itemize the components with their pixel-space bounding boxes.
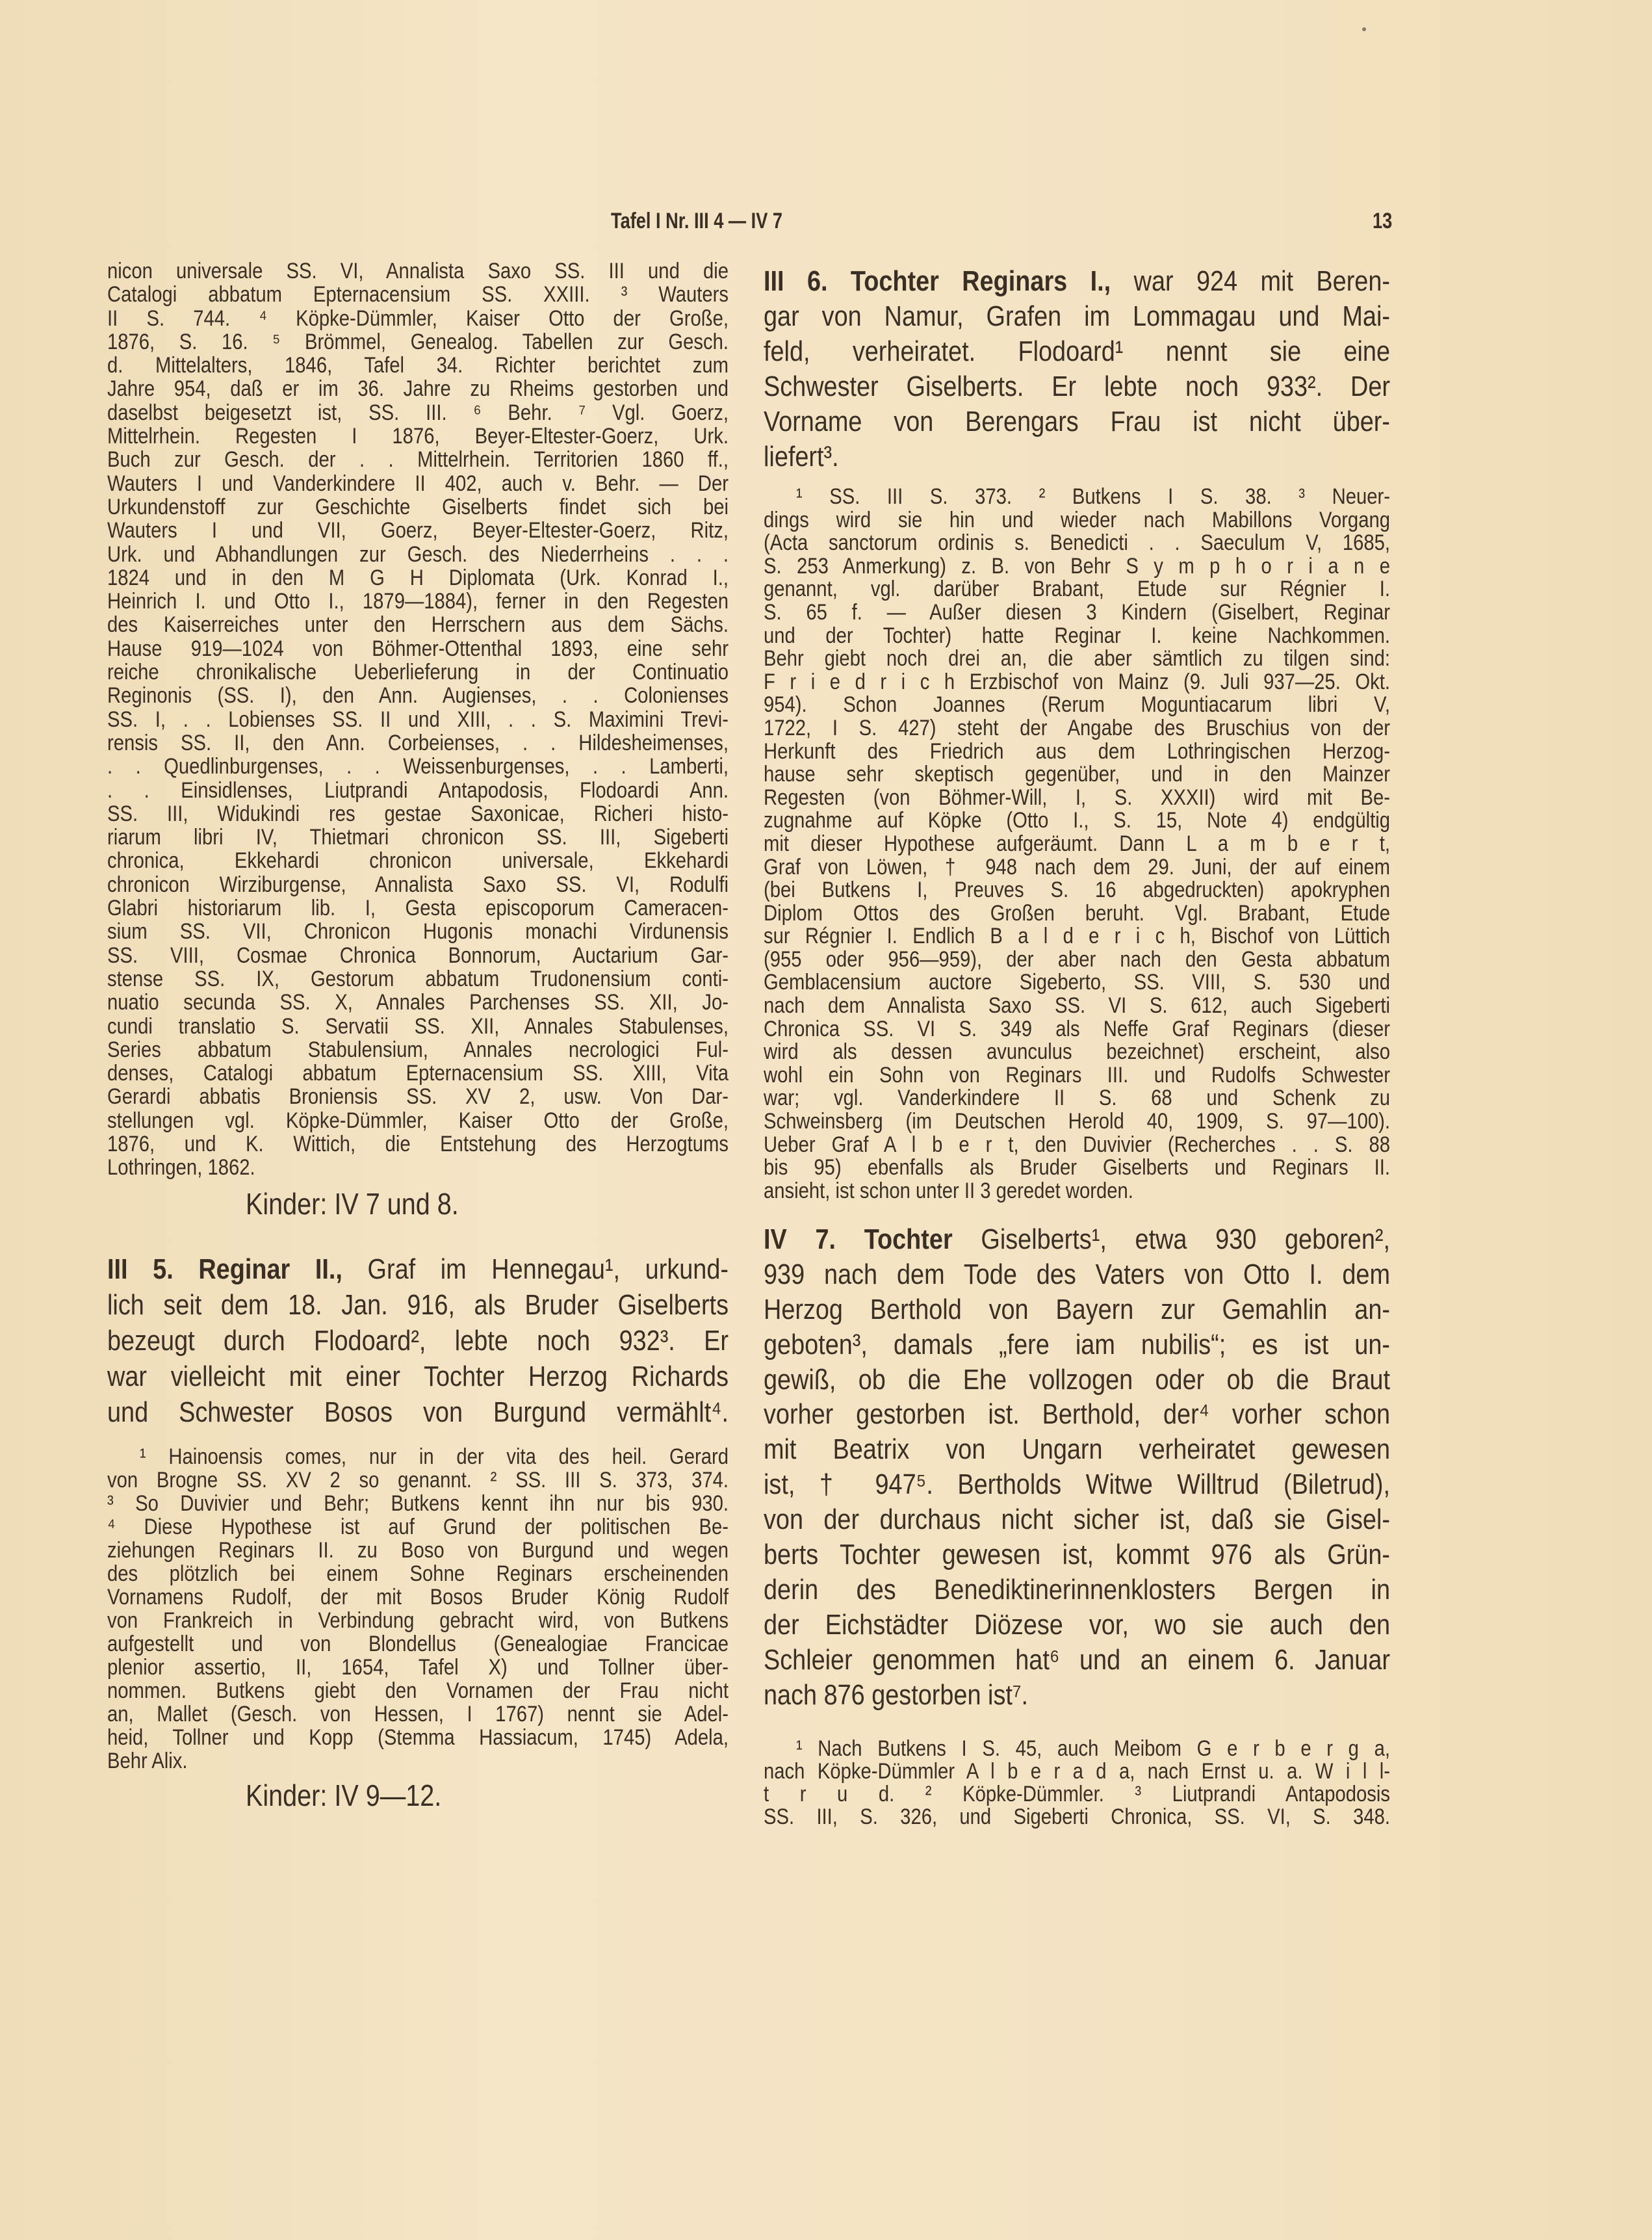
text-line: Wauters I und VII, Goerz, Beyer-Eltester-Goerz, Ritz,	[107, 518, 729, 543]
text-line: Graf von Löwen, † 948 nach dem 29. Juni, der auf einem	[764, 854, 1390, 879]
text-line: 1824 und in den M G H Diplomata (Urk. Konrad I.,	[107, 565, 729, 590]
text-line: F r i e d r i c h Erzbischof von Mainz (9. Juli 937—25. Okt.	[764, 669, 1390, 694]
text-line: . . Einsidlenses, Liutprandi Antapodosis, Flodoardi Ann.	[107, 777, 729, 803]
text-line: war; vgl. Vanderkindere II S. 68 und Schenk zu	[764, 1086, 1390, 1111]
text-line: Schweinsberg (im Deutschen Herold 40, 1909, S. 97—100).	[764, 1109, 1390, 1134]
text-line: bezeugt durch Flodoard², lebte noch 932³. Er	[107, 1325, 729, 1357]
text-line: Urkundenstoff zur Geschichte Giselberts findet sich bei	[107, 494, 729, 519]
text-line: Gemblacensium auctore Sigeberto, SS. VIII, S. 530 und	[764, 970, 1390, 995]
text-line: liefert³.	[764, 441, 839, 473]
entry-III-5	[107, 1251, 729, 1430]
entry-III-6	[764, 264, 1390, 475]
text-line: Vornamens Rudolf, der mit Bosos Bruder König Rudolf	[107, 1585, 729, 1609]
footnotes-IV-7	[764, 1738, 1390, 1829]
text-line: (955 oder 956—959), der aber nach den Gesta abbatum	[764, 946, 1390, 972]
text-line: Catalogi abbatum Epternacensium SS. XXIII. ³ Wauters	[107, 282, 729, 307]
footnotes-continued	[107, 259, 729, 1180]
entry-heading: IV 7. Tochter	[764, 1223, 953, 1255]
text-line: Jahre 954, daß er im 36. Jahre zu Rheims gestorben und	[107, 376, 729, 402]
entry-text: Giselberts¹, etwa 930 geboren²,	[952, 1223, 1390, 1255]
text-line: ziehungen Reginars II. zu Boso von Burgund und wegen	[107, 1538, 729, 1563]
text-line: heid, Tollner und Kopp (Stemma Hassiacum, 1745) Adela,	[107, 1725, 729, 1750]
text-line: . . Quedlinburgenses, . . Weissenburgenses, . . Lamberti,	[107, 754, 729, 779]
entry-heading: III 6. Tochter Reginars I.,	[764, 265, 1111, 297]
text-line: des plötzlich bei einem Sohne Reginars erscheinenden	[107, 1561, 729, 1586]
text-line: chronica, Ekkehardi chronicon universale, Ekkehardi	[107, 848, 729, 874]
text-line: derin des Benediktinerinnenklosters Bergen in	[764, 1573, 1390, 1606]
text-line: sium SS. VII, Chronicon Hugonis monachi Virdunensis	[107, 919, 729, 944]
text-line: ³ So Duvivier und Behr; Butkens kennt ihn nur bis 930.	[107, 1491, 729, 1516]
text-line: 1876, und K. Wittich, die Entstehung des Herzogtums	[107, 1131, 729, 1156]
text-line: 939 nach dem Tode des Vaters von Otto I. dem	[764, 1258, 1390, 1290]
text-line: hause sehr skeptisch gegenüber, und in den Mainzer	[764, 762, 1390, 787]
text-line: 1876, S. 16. ⁵ Brömmel, Genealog. Tabellen zur Gesch.	[107, 329, 729, 354]
text-line: geboten³, damals „fere iam nubilis“; es ist un-	[764, 1328, 1390, 1361]
text-line: gewiß, ob die Ehe vollzogen oder ob die Braut	[764, 1363, 1390, 1396]
text-line: Series abbatum Stabulensium, Annales necrologici Ful-	[107, 1037, 729, 1062]
text-line: Mittelrhein. Regesten I 1876, Beyer-Eltester-Goerz, Urk.	[107, 424, 729, 449]
text-line: Behr giebt noch drei an, die aber sämtlich zu tilgen sind:	[764, 646, 1390, 671]
text-line	[764, 1222, 1390, 1257]
text-line: S. 65 f. — Außer diesen 3 Kindern (Giselbert, Reginar	[764, 599, 1390, 625]
entry-text: Graf im Hennegau¹, urkund-	[342, 1253, 729, 1285]
text-line: nach Köpke-Dümmler A l b e r a d a, nach Ernst u. a. W i l l-	[764, 1759, 1390, 1784]
text-line: berts Tochter gewesen ist, kommt 976 als Grün-	[764, 1539, 1390, 1571]
children-reference-2: Kinder: IV 9—12.	[246, 1778, 442, 1812]
text-line: Herzog Berthold von Bayern zur Gemahlin an-	[764, 1293, 1390, 1325]
text-line: SS. I, . . Lobienses SS. II und XIII, . . S. Maximini Trevi-	[107, 707, 729, 732]
footnotes-III-6	[764, 486, 1390, 1203]
text-line: Heinrich I. und Otto I., 1879—1884), ferner in den Regesten	[107, 589, 729, 614]
text-line: (Acta sanctorum ordinis s. Benedicti . . Saeculum V, 1685,	[764, 530, 1390, 556]
text-line: Vorname von Berengars Frau ist nicht über-	[764, 406, 1390, 437]
text-line: daselbst beigesetzt ist, SS. III. ⁶ Behr. ⁷ Vgl. Goerz,	[107, 400, 729, 425]
text-line: dings wird sie hin und wieder nach Mabillons Vorgang	[764, 507, 1390, 532]
text-line: vorher gestorben ist. Berthold, der⁴ vorher schon	[764, 1398, 1390, 1431]
text-line: Buch zur Gesch. der . . Mittelrhein. Territorien 1860 ff.,	[107, 447, 729, 473]
text-line	[107, 1251, 729, 1287]
text-line: war vielleicht mit einer Tochter Herzog Richards	[107, 1361, 729, 1392]
text-line: wird als dessen avunculus bezeichnet) erscheint, also	[764, 1039, 1390, 1065]
text-line: aufgestellt und von Blondellus (Genealogiae Francicae	[107, 1632, 729, 1656]
entry-text: war 924 mit Beren-	[1111, 265, 1390, 297]
text-line: SS. III, Widukindi res gestae Saxonicae, Richeri histo-	[107, 801, 729, 826]
entry-IV-7	[764, 1222, 1390, 1712]
text-line: Glabri historiarum lib. I, Gesta episcoporum Cameracen-	[107, 896, 729, 921]
entry-heading: III 5. Reginar II.,	[107, 1253, 342, 1285]
text-line: an, Mallet (Gesch. von Hessen, I 1767) nennt sie Adel-	[107, 1702, 729, 1726]
text-line: Diplom Ottos des Großen beruht. Vgl. Brabant, Etude	[764, 900, 1390, 926]
text-line: Hause 919—1024 von Böhmer-Ottenthal 1893, eine sehr	[107, 636, 729, 661]
text-line: Schwester Giselberts. Er lebte noch 933². Der	[764, 371, 1390, 402]
text-line: nommen. Butkens giebt den Vornamen der Frau nicht	[107, 1678, 729, 1703]
text-line: reiche chronikalische Ueberlieferung in der Continuatio	[107, 660, 729, 685]
text-line: bis 95) ebenfalls als Bruder Giselberts und Reginars II.	[764, 1155, 1390, 1180]
text-line: und der Tochter) hatte Reginar I. keine Nachkommen.	[764, 623, 1390, 648]
text-line: Herkunft des Friedrich aus dem Lothringischen Herzog-	[764, 738, 1390, 764]
text-line: ist, † 947⁵. Bertholds Witwe Willtrud (Biletrud),	[764, 1468, 1390, 1501]
text-line: genannt, vgl. darüber Brabant, Etude sur Régnier I.	[764, 577, 1390, 602]
text-line: zugnahme auf Köpke (Otto I., S. 15, Note 4) endgültig	[764, 808, 1390, 833]
text-line: chronicon Wirziburgense, Annalista Saxo SS. VI, Rodulfi	[107, 872, 729, 897]
text-line: SS. VIII, Cosmae Chronica Bonnorum, Auctarium Gar-	[107, 943, 729, 968]
text-line: mit dieser Hypothese aufgeräumt. Dann L a m b e r t,	[764, 831, 1390, 856]
text-line: Urk. und Abhandlungen zur Gesch. des Niederrheins . . .	[107, 541, 729, 567]
text-line: d. Mittelalters, 1846, Tafel 34. Richter berichtet zum	[107, 353, 729, 378]
text-line: von Frankreich in Verbindung gebracht wird, von Butkens	[107, 1608, 729, 1633]
text-line: feld, verheiratet. Flodoard¹ nennt sie eine	[764, 335, 1390, 367]
text-line: gar von Namur, Grafen im Lommagau und Mai-	[764, 300, 1390, 332]
text-line: ¹ Hainoensis comes, nur in der vita des heil. Gerard	[139, 1444, 729, 1469]
text-line: nicon universale SS. VI, Annalista Saxo SS. III und die	[107, 259, 729, 283]
text-line: und Schwester Bosos von Burgund vermählt⁴.	[107, 1396, 729, 1428]
text-line: ⁴ Diese Hypothese ist auf Grund der politischen Be-	[107, 1515, 729, 1539]
text-line: mit Beatrix von Ungarn verheiratet gewesen	[764, 1433, 1390, 1466]
text-line: plenior assertio, II, 1654, Tafel X) und Tollner über-	[107, 1655, 729, 1680]
text-line: der Eichstädter Diözese vor, wo sie auch den	[764, 1608, 1390, 1641]
text-line: nach dem Annalista Saxo SS. VI S. 612, auch Sigeberti	[764, 993, 1390, 1019]
text-line: des Kaiserreiches unter den Herrschern aus dem Sächs.	[107, 612, 729, 638]
text-line: rensis SS. II, den Ann. Corbeienses, . . Hildesheimenses,	[107, 730, 729, 755]
text-line: ¹ Nach Butkens I S. 45, auch Meibom G e r b e r g a,	[795, 1736, 1390, 1761]
text-line: SS. III, S. 326, und Sigeberti Chronica, SS. VI, S. 348.	[764, 1804, 1390, 1829]
text-line: (bei Butkens I, Preuves S. 16 abgedruckten) apokryphen	[764, 878, 1390, 903]
text-line: Ueber Graf A l b e r t, den Duvivier (Recherches . . S. 88	[764, 1132, 1390, 1157]
text-line: Chronica SS. VI S. 349 als Neffe Graf Reginars (dieser	[764, 1016, 1390, 1041]
text-line: cundi translatio S. Servatii SS. XII, Annales Stabulenses,	[107, 1013, 729, 1039]
text-line: von der durchaus nicht sicher ist, daß sie Gisel-	[764, 1504, 1390, 1536]
text-line: nach 876 gestorben ist⁷.	[764, 1678, 1029, 1711]
text-line: nuatio secunda SS. X, Annales Parchenses SS. XII, Jo-	[107, 990, 729, 1015]
text-line: 954). Schon Joannes (Rerum Moguntiacarum libri V,	[764, 692, 1390, 718]
text-line: stellungen vgl. Köpke-Dümmler, Kaiser Otto der Große,	[107, 1108, 729, 1133]
running-title: Tafel I Nr. III 4 — IV 7	[611, 209, 783, 233]
text-line: ansieht, ist schon unter II 3 geredet worden.	[764, 1178, 1133, 1203]
text-line: S. 253 Anmerkung) z. B. von Behr S y m p h o r i a n e	[764, 553, 1390, 579]
text-line	[764, 264, 1390, 299]
text-line: sur Régnier I. Endlich B a l d e r i c h, Bischof von Lüttich	[764, 924, 1390, 949]
text-line: Regesten (von Böhmer-Will, I, S. XXXII) wird mit Be-	[764, 785, 1390, 810]
text-line: Schleier genommen hat⁶ und an einem 6. Januar	[764, 1643, 1390, 1676]
text-line: Lothringen, 1862.	[107, 1155, 255, 1180]
text-line: wohl ein Sohn von Reginars III. und Rudolfs Schwester	[764, 1062, 1390, 1087]
text-line: Gerardi abbatis Broniensis SS. XV 2, usw. Von Dar-	[107, 1084, 729, 1110]
text-line: Behr Alix.	[107, 1749, 188, 1773]
text-line: von Brogne SS. XV 2 so genannt. ² SS. III S. 373, 374.	[107, 1468, 729, 1492]
text-line: denses, Catalogi abbatum Epternacensium SS. XIII, Vita	[107, 1061, 729, 1086]
text-line: Reginonis (SS. I), den Ann. Augienses, . . Colonienses	[107, 683, 729, 709]
footnotes-III-5	[107, 1445, 729, 1773]
text-line: riarum libri IV, Thietmari chronicon SS. III, Sigeberti	[107, 825, 729, 850]
scan-speck	[1362, 27, 1366, 31]
children-reference-1: Kinder: IV 7 und 8.	[246, 1187, 459, 1221]
text-line: Wauters I und Vanderkindere II 402, auch v. Behr. — Der	[107, 471, 729, 496]
text-line: II S. 744. ⁴ Köpke-Dümmler, Kaiser Otto der Große,	[107, 306, 729, 331]
text-line: 1722, I S. 427) steht der Angabe des Bruschius von der	[764, 715, 1390, 740]
text-line: stense SS. IX, Gestorum abbatum Trudonensium conti-	[107, 966, 729, 991]
page-number: 13	[1373, 209, 1393, 233]
text-line: ¹ SS. III S. 373. ² Butkens I S. 38. ³ Neuer-	[795, 484, 1390, 509]
text-line: lich seit dem 18. Jan. 916, als Bruder Giselberts	[107, 1289, 729, 1321]
text-line: t r u d. ² Köpke-Dümmler. ³ Liutprandi Antapodosis	[764, 1782, 1390, 1806]
